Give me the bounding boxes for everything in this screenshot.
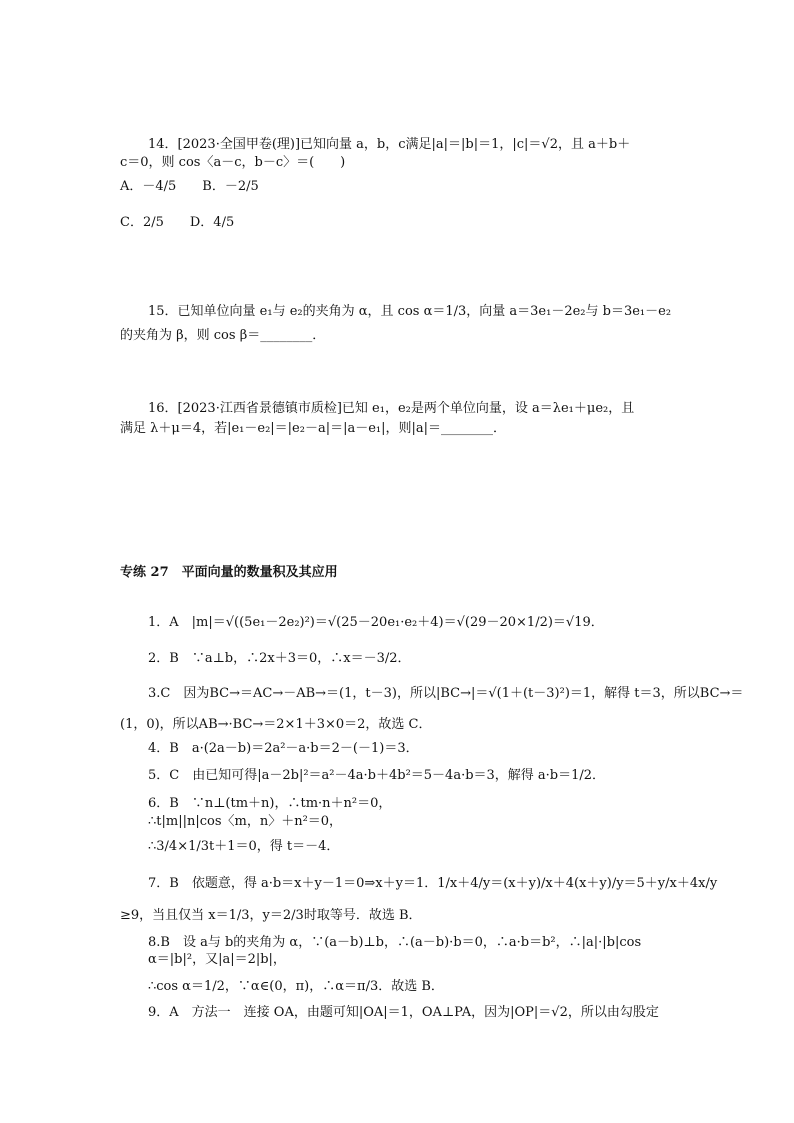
answer-8-line-2: α＝|b|²，又|a|＝2|b|， [148, 952, 286, 967]
q16-line-2: 满足 λ＋μ＝4，若|e₁－e₂|＝|e₂－a|＝|a－e₁|，则|a|＝________． [120, 421, 507, 436]
q14-line-2: c＝0，则 cos〈a－c，b－c〉＝( ) [120, 155, 346, 170]
answer-3-line-1: 3.C 因为BC→＝AC→－AB→＝(1，t－3)，所以|BC→|＝√(1＋(t－3)²)＝1，解得 t＝3，所以BC→＝ [148, 686, 744, 701]
answer-3-line-2: (1，0)，所以AB→·BC→＝2×1＋3×0＝2，故选 C． [120, 717, 432, 732]
answer-7-line-1: 7．B 依题意，得 a·b＝x＋y－1＝0⇒x＋y＝1．1/x＋4/y＝(x＋y)/x＋4(x＋y)/y＝5＋y/x＋4x/y [148, 876, 718, 891]
answer-7-line-2: ≥9，当且仅当 x＝1/3，y＝2/3时取等号．故选 B． [120, 908, 422, 923]
answer-2: 2．B ∵a⊥b，∴2x＋3＝0，∴x＝－3/2． [148, 651, 411, 666]
q16-line-1: 16．[2023·江西省景德镇市质检]已知 e₁，e₂是两个单位向量，设 a＝λe₁＋μe₂，且 [148, 401, 635, 416]
answer-6-line-3: ∴3/4×1/3t＋1＝0，得 t＝－4． [148, 839, 340, 854]
answer-6-line-1: 6．B ∵n⊥(tm＋n)，∴tm·n＋n²＝0， [148, 796, 392, 811]
section-title: 专练 27 平面向量的数量积及其应用 [120, 565, 338, 580]
q14-options-ab: A．－4/5 B．－2/5 [120, 179, 259, 194]
answer-5: 5．C 由已知可得|a－2b|²＝a²－4a·b＋4b²＝5－4a·b＝3，解得 a·b＝1/2． [148, 768, 606, 783]
q15-line-1: 15．已知单位向量 e₁与 e₂的夹角为 α，且 cos α＝1/3，向量 a＝3e₁－2e₂与 b＝3e₁－e₂ [148, 304, 672, 319]
answer-1: 1．A |m|＝√((5e₁－2e₂)²)＝√(25－20e₁·e₂＋4)＝√(29－20×1/2)＝√19． [148, 615, 604, 630]
q14-line-1: 14．[2023·全国甲卷(理)]已知向量 a，b，c满足|a|＝|b|＝1，|c|＝√2，且 a＋b＋ [148, 137, 631, 152]
answer-4: 4．B a·(2a－b)＝2a²－a·b＝2－(－1)＝3． [148, 741, 419, 756]
answer-8-line-3: ∴cos α＝1/2，∵α∈(0，π)，∴α＝π/3．故选 B． [148, 979, 444, 994]
answer-9-line-1: 9．A 方法一 连接 OA，由题可知|OA|＝1，OA⊥PA，因为|OP|＝√2，所以由勾股定 [148, 1005, 659, 1020]
q15-line-2: 的夹角为 β，则 cos β＝________． [120, 328, 326, 343]
q14-options-cd: C．2/5 D．4/5 [120, 215, 235, 230]
answer-6-line-2: ∴t|m||n|cos〈m，n〉＋n²＝0， [148, 814, 343, 829]
answer-8-line-1: 8.B 设 a与 b的夹角为 α，∵(a－b)⊥b，∴(a－b)·b＝0，∴a·b＝b²，∴|a|·|b|cos [148, 935, 642, 950]
